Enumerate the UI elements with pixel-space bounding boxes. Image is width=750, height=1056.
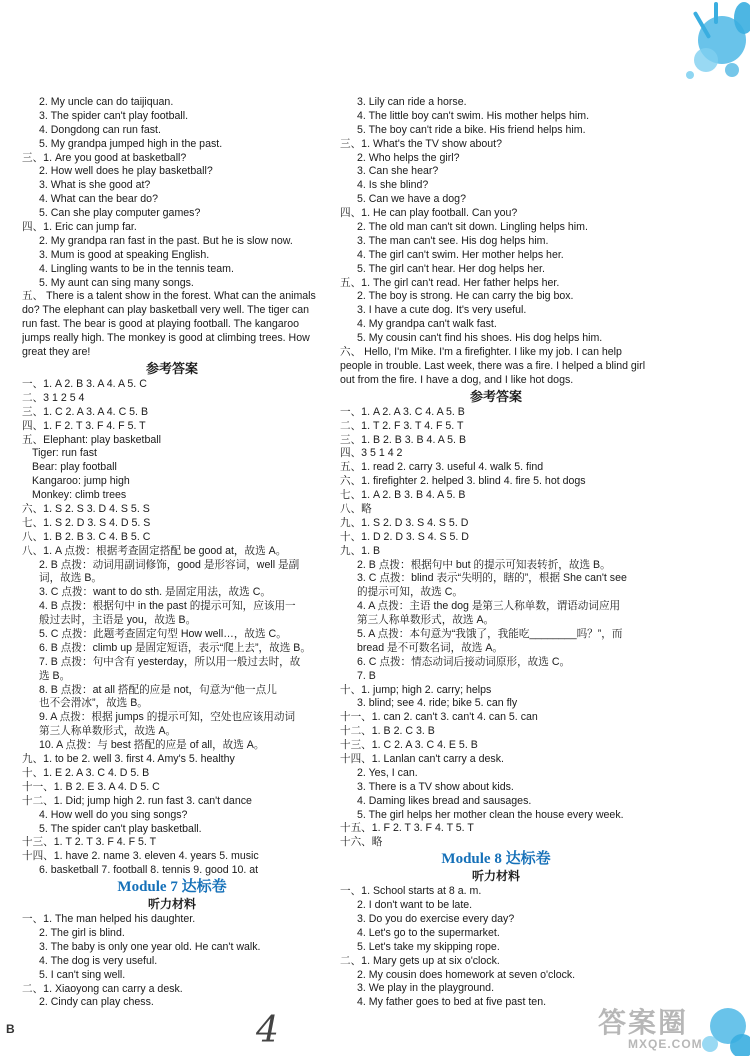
- left-line: 二、3 1 2 5 4: [22, 391, 85, 404]
- left-line: 八、1. B 2. B 3. C 4. B 5. C: [22, 530, 151, 543]
- left-line: 10. A 点拨：与 best 搭配的应是 of all，故选 A。: [39, 739, 265, 752]
- right-line: 十四、1. Lanlan can't carry a desk.: [340, 753, 504, 766]
- right-line: 第三人称单数形式，故选 A。: [357, 614, 495, 627]
- left-line: 6. basketball 7. football 8. tennis 9. good 10. at: [39, 864, 259, 877]
- right-line: 2. The boy is strong. He can carry the big box.: [357, 290, 574, 303]
- right-line: 一、1. School starts at 8 a. m.: [340, 885, 482, 898]
- left-line: Bear: play football: [32, 461, 117, 474]
- left-line: 一、1. The man helped his daughter.: [22, 913, 196, 926]
- paint-splash-decoration: [640, 0, 750, 88]
- left-line: 十四、1. have 2. name 3. eleven 4. years 5. music: [22, 850, 259, 863]
- right-line: 八、略: [340, 502, 372, 515]
- right-line: 2. My cousin does homework at seven o'clock.: [357, 968, 576, 981]
- right-line: 二、1. T 2. F 3. T 4. F 5. T: [340, 419, 464, 432]
- left-line: 一、1. A 2. B 3. A 4. A 5. C: [22, 378, 147, 390]
- left-line: 九、1. to be 2. well 3. first 4. Amy's 5. healthy: [22, 753, 235, 766]
- right-line: 一、1. A 2. A 3. C 4. A 5. B: [340, 405, 465, 418]
- right-line: 四、1. He can play football. Can you?: [340, 207, 518, 220]
- left-line: 词，故选 B。: [39, 572, 102, 585]
- page-number: 4: [256, 1010, 279, 1051]
- right-line: 七、1. A 2. B 3. B 4. A 5. B: [340, 489, 466, 502]
- right-line: 3. C 点拨：blind 表示“失明的，瞎的”，根据 She can't see: [357, 572, 627, 585]
- left-line: 参考答案: [145, 361, 198, 376]
- left-line: 8. B 点拨：at all 搭配的应是 not，句意为“他一点儿: [39, 683, 277, 696]
- left-line: 5. I can't sing well.: [39, 968, 126, 981]
- right-line: 4. The little boy can't swim. His mother helps him.: [357, 109, 590, 122]
- right-line: 5. The boy can't ride a bike. His friend helps him.: [357, 123, 586, 136]
- watermark-url: MXQE.COM: [628, 1037, 703, 1051]
- right-line: 三、1. What's the TV show about?: [340, 137, 502, 150]
- left-line: Monkey: climb trees: [32, 489, 127, 502]
- right-line: 3. Can she hear?: [357, 165, 439, 178]
- left-column: [22, 96, 322, 1010]
- right-line: 2. The old man can't sit down. Lingling helps him.: [357, 221, 588, 234]
- left-line: 十三、1. T 2. T 3. F 4. F 5. T: [22, 836, 157, 849]
- left-line: 5. My aunt can sing many songs.: [39, 276, 194, 289]
- left-line: 选 B。: [39, 669, 71, 682]
- right-line: 5. Can we have a dog?: [357, 193, 466, 206]
- right-line: 六、1. firefighter 2. helped 3. blind 4. fire 5. hot dogs: [340, 475, 586, 488]
- left-line: 5. The spider can't play basketball.: [39, 822, 202, 835]
- left-line: 二、1. Xiaoyong can carry a desk.: [22, 982, 183, 995]
- right-line: 5. Let's take my skipping rope.: [357, 940, 500, 953]
- right-line: 2. B 点拨：根据句中 but 的提示可知表转折，故选 B。: [357, 558, 611, 571]
- left-line: 5. Can she play computer games?: [39, 207, 201, 220]
- left-line: 2. Cindy can play chess.: [39, 996, 154, 1009]
- left-line: 4. How well do you sing songs?: [39, 808, 188, 821]
- left-line: 五、 There is a talent show in the forest. What can the animals do? The elephant can play basketball very well. The tiger can run fast. The bear is good at playing football. The kangaroo jumps really high. The monkey is good at climbing trees. How great they are!: [22, 290, 316, 359]
- right-line: 五、1. The girl can't read. Her father helps her.: [340, 276, 560, 289]
- left-line: 4. B 点拨：根据句中 in the past 的提示可知，应该用一: [39, 600, 296, 613]
- right-line: 4. My father goes to bed at five past ten.: [357, 996, 547, 1009]
- left-line: Tiger: run fast: [32, 447, 97, 460]
- right-line: 5. A 点拨：本句意为“我饿了，我能吃________吗？”，而: [357, 628, 623, 640]
- right-line: 5. My cousin can't find his shoes. His dog helps him.: [357, 332, 603, 345]
- right-line: 十、1. D 2. D 3. S 4. S 5. D: [340, 530, 469, 543]
- right-line: 6. C 点拨：情态动词后接动词原形，故选 C。: [357, 655, 571, 668]
- right-line: 六、 Hello, I'm Mike. I'm a firefighter. I like my job. I can help people in trouble. Last week, there was a fire. I helped a blind girl out from the fire. I have a dog, and I like hot dogs.: [340, 346, 646, 386]
- right-line: 3. There is a TV show about kids.: [357, 780, 514, 793]
- left-line: 第三人称单数形式，故选 A。: [39, 725, 177, 738]
- right-line: 3. Do you do exercise every day?: [357, 913, 515, 926]
- left-line: 2. How well does he play basketball?: [39, 165, 213, 178]
- left-line: Kangaroo: jump high: [32, 475, 130, 488]
- right-line: 5. The girl helps her mother clean the house every week.: [357, 808, 624, 821]
- right-line: 参考答案: [469, 388, 522, 404]
- right-line: 4. My grandpa can't walk fast.: [357, 318, 497, 331]
- right-line: 3. We play in the playground.: [357, 982, 495, 995]
- right-line: 十一、1. can 2. can't 3. can't 4. can 5. can: [340, 711, 538, 724]
- left-line: 7. B 点拨：句中含有 yesterday，所以用一般过去时，故: [39, 655, 301, 668]
- right-line: 4. Let's go to the supermarket.: [357, 926, 500, 939]
- right-line: 4. Is she blind?: [357, 179, 429, 192]
- right-line: 3. blind; see 4. ride; bike 5. can fly: [357, 697, 518, 710]
- right-line: 2. Who helps the girl?: [357, 151, 460, 164]
- right-line: 4. A 点拨：主语 the dog 是第三人称单数，谓语动词应用: [357, 600, 621, 613]
- right-column: [340, 96, 652, 1010]
- right-line: 九、1. B: [340, 544, 381, 557]
- left-line: 3. The spider can't play football.: [39, 109, 189, 122]
- left-line: 五、Elephant: play basketball: [22, 433, 161, 446]
- left-line: 三、1. C 2. A 3. A 4. C 5. B: [22, 405, 149, 418]
- right-line: 四、3 5 1 4 2: [340, 447, 403, 460]
- right-line: 三、1. B 2. B 3. B 4. A 5. B: [340, 433, 467, 446]
- left-line: 3. C 点拨：want to do sth. 是固定用法，故选 C。: [39, 586, 271, 599]
- right-line: 十、1. jump; high 2. carry; helps: [340, 683, 492, 696]
- left-line: 9. A 点拨：根据 jumps 的提示可知，空处也应该用动词: [39, 711, 296, 724]
- left-line: 2. B 点拨：动词用副词修饰，good 是形容词，well 是副: [39, 558, 300, 571]
- left-line: 十二、1. Did; jump high 2. run fast 3. can't dance: [22, 794, 252, 807]
- left-line: 4. What can the bear do?: [39, 193, 158, 206]
- right-line: 7. B: [357, 669, 376, 682]
- left-line: 六、1. S 2. S 3. D 4. S 5. S: [22, 503, 150, 516]
- left-line: 5. C 点拨：此题考查固定句型 How well…，故选 C。: [39, 628, 287, 641]
- left-line: 七、1. S 2. D 3. S 4. D 5. S: [22, 516, 151, 529]
- left-line: 听力材料: [147, 897, 196, 912]
- left-line: 3. The baby is only one year old. He can't walk.: [39, 940, 261, 953]
- right-line: 九、1. S 2. D 3. S 4. S 5. D: [340, 516, 469, 529]
- left-line: 十、1. E 2. A 3. C 4. D 5. B: [22, 766, 150, 779]
- right-line: 5. The girl can't hear. Her dog helps her.: [357, 262, 545, 275]
- right-line: 十五、1. F 2. T 3. F 4. T 5. T: [340, 822, 474, 835]
- right-line: 五、1. read 2. carry 3. useful 4. walk 5. find: [340, 461, 544, 474]
- left-line: 2. My grandpa ran fast in the past. But he is slow now.: [39, 234, 293, 247]
- right-line: 2. Yes, I can.: [357, 766, 418, 779]
- left-line: 2. The girl is blind.: [39, 926, 125, 939]
- left-line: 3. Mum is good at speaking English.: [39, 248, 210, 261]
- right-line: bread 是不可数名词，故选 A。: [357, 641, 503, 654]
- left-line: 4. The dog is very useful.: [39, 954, 158, 967]
- right-line: 二、1. Mary gets up at six o'clock.: [340, 954, 500, 967]
- right-line: 2. I don't want to be late.: [357, 899, 473, 912]
- left-line: Module 7 达标卷: [117, 879, 227, 896]
- left-line: 5. My grandpa jumped high in the past.: [39, 137, 223, 150]
- watermark: [598, 1008, 738, 1052]
- left-line: 八、1. A 点拨：根据考查固定搭配 be good at，故选 A。: [22, 544, 287, 557]
- corner-mark: B: [6, 1022, 15, 1036]
- left-line: 般过去时，主语是 you，故选 B。: [39, 614, 197, 627]
- left-line: 四、1. Eric can jump far.: [22, 221, 137, 234]
- right-line: 十三、1. C 2. A 3. C 4. E 5. B: [340, 739, 478, 752]
- right-line: 4. Daming likes bread and sausages.: [357, 794, 532, 807]
- right-line: 4. The girl can't swim. Her mother helps her.: [357, 248, 564, 261]
- right-line: 十六、略: [340, 836, 383, 849]
- right-line: 听力材料: [471, 869, 520, 884]
- left-line: 3. What is she good at?: [39, 179, 151, 192]
- watermark-text: 答案圈: [598, 1007, 689, 1038]
- right-line: 3. I have a cute dog. It's very useful.: [357, 304, 527, 317]
- right-line: 十二、1. B 2. C 3. B: [340, 725, 435, 738]
- left-line: 2. My uncle can do taijiquan.: [39, 96, 174, 108]
- left-line: 6. B 点拨：climb up 是固定短语，表示“爬上去”，故选 B。: [39, 641, 311, 654]
- right-line: Module 8 达标卷: [441, 851, 551, 868]
- left-line: 4. Lingling wants to be in the tennis team.: [39, 262, 234, 275]
- right-line: 3. The man can't see. His dog helps him.: [357, 234, 549, 247]
- right-line: 3. Lily can ride a horse.: [357, 96, 467, 108]
- right-line: 的提示可知，故选 C。: [357, 586, 463, 599]
- left-line: 4. Dongdong can run fast.: [39, 123, 161, 136]
- left-line: 也不会滑冰”，故选 B。: [39, 697, 148, 710]
- left-line: 四、1. F 2. T 3. F 4. F 5. T: [22, 419, 146, 432]
- left-line: 十一、1. B 2. E 3. A 4. D 5. C: [22, 780, 160, 793]
- left-line: 三、1. Are you good at basketball?: [22, 151, 187, 164]
